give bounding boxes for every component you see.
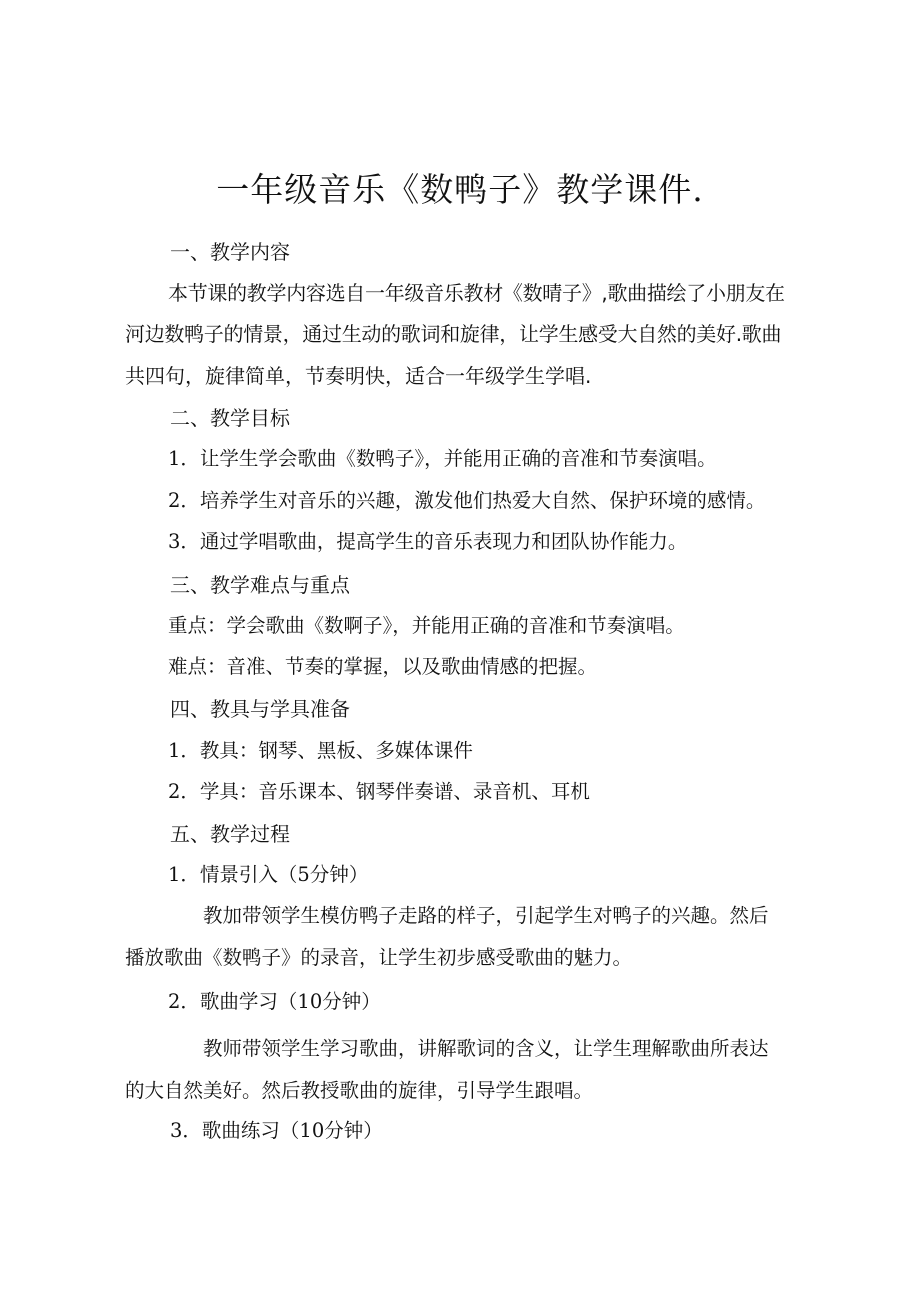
process-step-text: 教师带领学生学习歌曲，讲解歌词的含义，让学生理解歌曲所表达 [203, 1037, 769, 1060]
tool-item: 1．教具：钢琴、黑板、多媒体课件 [168, 739, 473, 762]
goal-item: 1．让学生学会歌曲《数鸭子》，并能用正确的音准和节奏演唱。 [168, 447, 717, 470]
process-step-label: 1．情景引入（5分钟） [168, 863, 369, 886]
keypoint-item: 重点：学会歌曲《数啊子》，并能用正确的音准和节奏演唱。 [168, 614, 685, 637]
tool-item: 2．学具：音乐课本、钢琴伴奏谱、录音机、耳机 [168, 780, 590, 803]
process-step-text: 的大自然美好。然后教授歌曲的旋律，引导学生跟唱。 [125, 1079, 594, 1102]
process-step-label: 3．歌曲练习（10分钟） [170, 1119, 383, 1142]
section-heading-goals: 二、教学目标 [170, 406, 290, 430]
goal-item: 2．培养学生对音乐的兴趣，激发他们热爱大自然、保护环境的感情。 [168, 489, 766, 512]
document-title: 一年级音乐《数鸭子》教学课件. [216, 170, 704, 209]
content-paragraph-line: 本节课的教学内容选自一年级音乐教材《数晴子》,歌曲描绘了小朋友在 [168, 281, 785, 305]
section-heading-process: 五、教学过程 [170, 822, 290, 846]
process-step-label: 2．歌曲学习（10分钟） [168, 990, 381, 1013]
section-heading-keypoints: 三、教学难点与重点 [170, 573, 350, 597]
section-heading-content: 一、教学内容 [170, 240, 290, 264]
process-step-text: 播放歌曲《数鸭子》的录音，让学生初步感受歌曲的魅力。 [125, 946, 633, 969]
content-paragraph-line: 河边数鸭子的情景，通过生动的歌词和旋律，让学生感受大自然的美好.歌曲 [125, 322, 782, 346]
process-step-text: 教加带领学生模仿鸭子走路的样子，引起学生对鸭子的兴趣。然后 [203, 904, 769, 927]
section-heading-tools: 四、教具与学具准备 [170, 697, 350, 721]
content-paragraph-line: 共四句，旋律简单，节奏明快，适合一年级学生学唱. [125, 364, 592, 388]
keypoint-item: 难点：音准、节奏的掌握，以及歌曲情感的把握。 [168, 655, 598, 678]
goal-item: 3．通过学唱歌曲，提高学生的音乐表现力和团队协作能力。 [168, 530, 688, 553]
